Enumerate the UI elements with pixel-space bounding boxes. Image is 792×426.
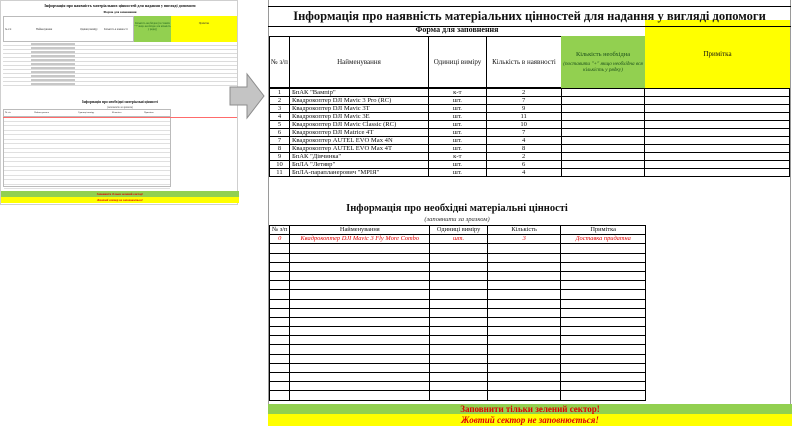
thumb-h-unit: Одиниці виміру xyxy=(80,28,98,31)
item-name: Квадрокоптер DJI Mavic Classic (RC) xyxy=(289,121,428,129)
thumb-header xyxy=(3,16,134,42)
header-name-label: Найменування xyxy=(337,58,381,66)
header-need-title: Кількість необхідна xyxy=(575,51,631,58)
needs-empty-cell[interactable] xyxy=(561,290,646,299)
item-remark-cell xyxy=(645,105,790,113)
item-unit: шт. xyxy=(428,129,486,137)
needs-empty-cell[interactable] xyxy=(561,354,646,363)
item-row xyxy=(270,145,790,153)
item-remark-cell xyxy=(645,89,790,97)
section2-subtitle: (заповнити за зразком) xyxy=(424,216,490,223)
item-qty: 9 xyxy=(486,105,561,113)
needs-empty-cell[interactable] xyxy=(561,345,646,354)
item-unit: шт. xyxy=(428,113,486,121)
item-name: Квадрокоптер DJI Matrice 4T xyxy=(289,129,428,137)
item-row xyxy=(270,97,790,105)
needs-empty-cell[interactable] xyxy=(488,253,561,262)
needs-empty-cell[interactable] xyxy=(561,244,646,253)
thumb-rows xyxy=(3,42,237,87)
sheet-thumbnail xyxy=(0,0,238,205)
form-label: Форма для заповнення xyxy=(415,25,499,34)
needs-empty-cell[interactable] xyxy=(430,363,488,372)
header-name xyxy=(289,36,429,88)
item-name: Квадрокоптер AUTEL EVO Max 4T xyxy=(289,145,428,153)
thumb-section2-table xyxy=(3,109,171,187)
thumb-s2-h-unit: Одиниці виміру xyxy=(78,111,95,114)
needs-empty-cell[interactable] xyxy=(561,308,646,317)
item-need-cell[interactable] xyxy=(561,113,645,121)
item-unit: шт. xyxy=(428,121,486,129)
needs-empty-row xyxy=(270,317,646,326)
needs-empty-cell[interactable] xyxy=(430,345,488,354)
needs-empty-row xyxy=(270,363,646,372)
item-qty: 2 xyxy=(486,89,561,97)
needs-empty-cell[interactable] xyxy=(290,363,430,372)
item-remark-cell xyxy=(645,97,790,105)
needs-empty-row xyxy=(270,345,646,354)
item-row xyxy=(270,113,790,121)
yellow-instruction-bar: Жовтий сектор не заповнюється! xyxy=(268,414,792,426)
item-qty: 10 xyxy=(486,121,561,129)
needs-empty-cell[interactable] xyxy=(290,336,430,345)
needs-empty-cell[interactable] xyxy=(488,391,561,400)
needs-empty-cell[interactable] xyxy=(270,354,290,363)
item-need-cell[interactable] xyxy=(561,105,645,113)
needs-table xyxy=(269,225,646,401)
item-need-cell[interactable] xyxy=(561,121,645,129)
thumb-section2-subtitle: (заповнити за зразком) xyxy=(107,106,133,109)
item-need-cell[interactable] xyxy=(561,89,645,97)
needs-empty-cell[interactable] xyxy=(430,290,488,299)
needs-empty-cell[interactable] xyxy=(430,244,488,253)
needs-empty-cell[interactable] xyxy=(430,253,488,262)
needs-empty-cell[interactable] xyxy=(561,317,646,326)
thumb-green-bar: Заповнити тільки зелений сектор! xyxy=(1,191,239,197)
item-num: 6 xyxy=(270,129,290,137)
item-need-cell[interactable] xyxy=(561,97,645,105)
needs-empty-cell[interactable] xyxy=(430,271,488,280)
needs-empty-row xyxy=(270,253,646,262)
green-instruction-bar: Заповнити тільки зелений сектор! xyxy=(268,404,792,414)
needs-empty-cell[interactable] xyxy=(290,327,430,336)
needs-empty-cell[interactable] xyxy=(488,327,561,336)
thumb-h-name: Найменування xyxy=(36,28,53,31)
thumb-s2-h-remark: Примітка xyxy=(144,111,154,114)
needs-empty-cell[interactable] xyxy=(270,308,290,317)
thumb-s2-h-qty: Кількість xyxy=(112,111,122,114)
needs-empty-cell[interactable] xyxy=(561,281,646,290)
item-name: БпАК "Дівчинка" xyxy=(289,153,428,161)
needs-header-row xyxy=(270,226,646,235)
needs-ex-remark: Доставка придатна xyxy=(561,235,646,244)
needs-empty-cell[interactable] xyxy=(430,391,488,400)
item-name: БпЛА-парапланерович "МРІЯ" xyxy=(289,169,428,177)
needs-empty-cell[interactable] xyxy=(270,262,290,271)
item-remark-cell xyxy=(645,153,790,161)
header-unit-label: Одиниці виміру xyxy=(433,58,482,66)
needs-empty-cell[interactable] xyxy=(561,327,646,336)
item-unit: шт. xyxy=(428,145,486,153)
header-qty-label: Кількість в наявності xyxy=(492,58,556,66)
needs-empty-cell[interactable] xyxy=(488,244,561,253)
item-qty: 7 xyxy=(486,97,561,105)
needs-empty-cell[interactable] xyxy=(270,373,290,382)
needs-h-num: № з/п xyxy=(270,226,290,235)
item-row xyxy=(270,169,790,177)
thumb-green-header: Кількість необхідна (поставити "+" якщо необхідно вся кількість у рядку) xyxy=(134,16,171,42)
needs-empty-row xyxy=(270,262,646,271)
needs-ex-num: 0 xyxy=(270,235,290,244)
needs-empty-row xyxy=(270,290,646,299)
needs-empty-cell[interactable] xyxy=(561,363,646,372)
needs-empty-cell[interactable] xyxy=(488,281,561,290)
needs-empty-cell[interactable] xyxy=(270,299,290,308)
needs-empty-row xyxy=(270,271,646,280)
page-title: Інформація про наявність матеріальних цінностей для надання у вигляді допомоги xyxy=(268,6,791,27)
needs-empty-cell[interactable] xyxy=(270,281,290,290)
needs-empty-cell[interactable] xyxy=(488,290,561,299)
needs-empty-row xyxy=(270,354,646,363)
needs-ex-name: Квадрокоптер DJI Mavic 3 Fly More Combo xyxy=(290,235,430,244)
item-row xyxy=(270,137,790,145)
needs-empty-cell[interactable] xyxy=(488,299,561,308)
needs-empty-cell[interactable] xyxy=(290,244,430,253)
item-name: БпАК "Вампір" xyxy=(289,89,428,97)
needs-empty-row xyxy=(270,336,646,345)
needs-empty-cell[interactable] xyxy=(488,373,561,382)
needs-empty-cell[interactable] xyxy=(270,363,290,372)
item-unit: шт. xyxy=(428,105,486,113)
needs-example-row xyxy=(270,235,646,244)
needs-empty-cell[interactable] xyxy=(488,308,561,317)
item-remark-cell xyxy=(645,145,790,153)
item-num: 1 xyxy=(270,89,290,97)
item-row xyxy=(270,129,790,137)
item-num: 4 xyxy=(270,113,290,121)
needs-ex-unit: шт. xyxy=(430,235,488,244)
needs-empty-cell[interactable] xyxy=(430,317,488,326)
needs-empty-cell[interactable] xyxy=(430,373,488,382)
needs-empty-cell[interactable] xyxy=(430,308,488,317)
item-qty: 4 xyxy=(486,169,561,177)
needs-empty-row xyxy=(270,327,646,336)
needs-empty-cell[interactable] xyxy=(488,354,561,363)
item-name: Квадрокоптер DJI Mavic 3T xyxy=(289,105,428,113)
sheet-right-border xyxy=(790,0,791,426)
item-unit: шт. xyxy=(428,169,486,177)
needs-empty-cell[interactable] xyxy=(488,317,561,326)
needs-empty-cell[interactable] xyxy=(290,308,430,317)
needs-empty-cell[interactable] xyxy=(488,382,561,391)
needs-empty-cell[interactable] xyxy=(270,327,290,336)
item-qty: 4 xyxy=(486,137,561,145)
item-need-cell[interactable] xyxy=(561,145,645,153)
thumb-s2-h-name: Найменування xyxy=(34,111,49,114)
item-qty: 7 xyxy=(486,129,561,137)
item-row xyxy=(270,153,790,161)
item-name: Квадрокоптер DJI Mavic 3E xyxy=(289,113,428,121)
needs-empty-cell[interactable] xyxy=(290,299,430,308)
item-num: 7 xyxy=(270,137,290,145)
needs-empty-cell[interactable] xyxy=(488,336,561,345)
needs-empty-row xyxy=(270,299,646,308)
item-remark-cell xyxy=(645,161,790,169)
needs-empty-cell[interactable] xyxy=(561,373,646,382)
item-unit: шт. xyxy=(428,97,486,105)
item-row xyxy=(270,105,790,113)
item-qty: 2 xyxy=(486,153,561,161)
item-num: 2 xyxy=(270,97,290,105)
needs-h-name: Найменування xyxy=(290,226,430,235)
item-name: БпЛА "Летявр" xyxy=(289,161,428,169)
header-qty xyxy=(486,36,562,88)
needs-empty-cell[interactable] xyxy=(430,327,488,336)
item-num: 8 xyxy=(270,145,290,153)
needs-empty-cell[interactable] xyxy=(488,345,561,354)
needs-empty-cell[interactable] xyxy=(270,244,290,253)
thumb-yellow-header: Примітка xyxy=(171,16,237,42)
thumb-h-qty: Кількість в наявності xyxy=(104,28,128,31)
item-num: 3 xyxy=(270,105,290,113)
needs-empty-cell[interactable] xyxy=(290,271,430,280)
needs-empty-cell[interactable] xyxy=(290,391,430,400)
needs-empty-cell[interactable] xyxy=(270,317,290,326)
needs-empty-cell[interactable] xyxy=(561,382,646,391)
thumb-s2-h-num: № з/п xyxy=(5,111,11,114)
needs-empty-row xyxy=(270,281,646,290)
item-need-cell[interactable] xyxy=(561,137,645,145)
needs-empty-cell[interactable] xyxy=(290,262,430,271)
needs-empty-cell[interactable] xyxy=(430,354,488,363)
needs-empty-cell[interactable] xyxy=(561,299,646,308)
remark-header xyxy=(645,20,790,88)
item-row xyxy=(270,161,790,169)
needs-empty-cell[interactable] xyxy=(488,271,561,280)
thumb-example-row xyxy=(3,117,237,118)
needs-empty-cell[interactable] xyxy=(270,290,290,299)
item-qty: 11 xyxy=(486,113,561,121)
item-num: 9 xyxy=(270,153,290,161)
needs-empty-cell[interactable] xyxy=(270,271,290,280)
needs-empty-cell[interactable] xyxy=(561,336,646,345)
header-num xyxy=(269,36,290,88)
needs-empty-cell[interactable] xyxy=(430,336,488,345)
item-need-cell[interactable] xyxy=(561,129,645,137)
right-arrow-icon xyxy=(229,72,265,120)
item-remark-cell xyxy=(645,129,790,137)
thumb-title: Інформація про наявність матеріальних цінностей для надання у вигляді допомоги xyxy=(44,3,196,8)
needs-empty-cell[interactable] xyxy=(290,354,430,363)
item-unit: шт. xyxy=(428,161,486,169)
needs-empty-cell[interactable] xyxy=(290,345,430,354)
item-need-cell[interactable] xyxy=(561,153,645,161)
item-unit: к-т xyxy=(428,89,486,97)
header-unit xyxy=(428,36,487,88)
needs-empty-cell[interactable] xyxy=(290,317,430,326)
header-need xyxy=(561,36,645,88)
items-table xyxy=(269,88,790,177)
needs-empty-cell[interactable] xyxy=(290,373,430,382)
needs-empty-cell[interactable] xyxy=(430,281,488,290)
needs-empty-row xyxy=(270,308,646,317)
needs-empty-cell[interactable] xyxy=(430,262,488,271)
needs-empty-cell[interactable] xyxy=(561,391,646,400)
item-name: Квадрокоптер AUTEL EVO Max 4N xyxy=(289,137,428,145)
thumb-section2-title: Інформація про необхідні матеріальні цінності xyxy=(82,100,158,104)
needs-empty-row xyxy=(270,244,646,253)
thumb-subtitle: Форма для заповнення xyxy=(103,10,137,14)
needs-empty-cell[interactable] xyxy=(270,391,290,400)
item-qty: 6 xyxy=(486,161,561,169)
item-need-cell[interactable] xyxy=(561,169,645,177)
item-remark-cell xyxy=(645,113,790,121)
needs-empty-row xyxy=(270,382,646,391)
needs-empty-row xyxy=(270,373,646,382)
needs-h-unit: Одиниці виміру xyxy=(430,226,488,235)
needs-empty-cell[interactable] xyxy=(270,253,290,262)
header-need-note: (поставити "+" якщо необхідна вся кількість у рядку) xyxy=(563,61,643,73)
needs-empty-cell[interactable] xyxy=(561,253,646,262)
needs-empty-cell[interactable] xyxy=(270,336,290,345)
item-num: 11 xyxy=(270,169,290,177)
needs-empty-cell[interactable] xyxy=(290,253,430,262)
item-need-cell[interactable] xyxy=(561,161,645,169)
item-qty: 8 xyxy=(486,145,561,153)
needs-empty-cell[interactable] xyxy=(270,345,290,354)
needs-ex-qty: 3 xyxy=(488,235,561,244)
item-unit: к-т xyxy=(428,153,486,161)
needs-h-remark: Примітка xyxy=(561,226,646,235)
item-unit: шт. xyxy=(428,137,486,145)
needs-empty-cell[interactable] xyxy=(430,299,488,308)
needs-empty-cell[interactable] xyxy=(561,262,646,271)
thumb-yellow-bar: Жовтий сектор не заповнюється! xyxy=(1,197,239,203)
section2-title: Інформація про необхідні матеріальні цінності xyxy=(346,203,568,214)
needs-empty-cell[interactable] xyxy=(488,363,561,372)
item-row xyxy=(270,121,790,129)
item-num: 10 xyxy=(270,161,290,169)
item-name: Квадрокоптер DJI Mavic 3 Pro (RC) xyxy=(289,97,428,105)
needs-empty-cell[interactable] xyxy=(561,271,646,280)
item-remark-cell xyxy=(645,137,790,145)
header-num-label: № з/п xyxy=(271,58,288,66)
needs-empty-cell[interactable] xyxy=(290,382,430,391)
needs-empty-row xyxy=(270,391,646,400)
needs-empty-cell[interactable] xyxy=(290,290,430,299)
needs-empty-cell[interactable] xyxy=(488,262,561,271)
item-remark-cell xyxy=(645,121,790,129)
needs-empty-cell[interactable] xyxy=(270,382,290,391)
needs-empty-cell[interactable] xyxy=(290,281,430,290)
remark-header-label: Примітка xyxy=(703,50,732,58)
thumb-h-num: № з/п xyxy=(5,28,12,31)
needs-h-qty: Кількість xyxy=(488,226,561,235)
item-num: 5 xyxy=(270,121,290,129)
needs-empty-cell[interactable] xyxy=(430,382,488,391)
item-remark-cell xyxy=(645,169,790,177)
item-row xyxy=(270,89,790,97)
